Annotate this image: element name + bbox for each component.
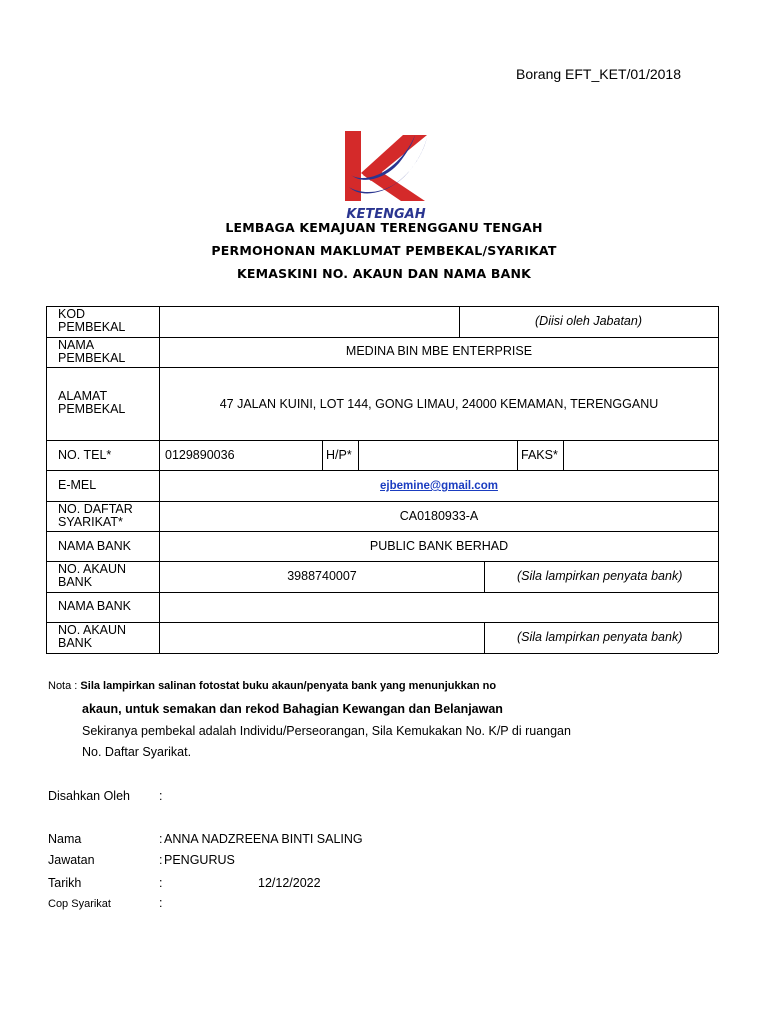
emel-label: E-MEL	[58, 478, 97, 492]
jawatan-colon: :	[159, 853, 163, 867]
nama-bank-1-field[interactable]: PUBLIC BANK BERHAD	[369, 539, 509, 553]
no-akaun-2-label-line1: NO. AKAUN	[58, 623, 127, 637]
disahkan-colon: :	[159, 789, 163, 803]
nama-field[interactable]: ANNA NADZREENA BINTI SALING	[164, 832, 363, 846]
faks-label: FAKS*	[521, 448, 558, 462]
no-akaun-2-note: (Sila lampirkan penyata bank)	[517, 630, 683, 644]
kod-pembekal-label	[58, 308, 125, 334]
no-akaun-2-label-line2: BANK	[58, 636, 93, 650]
nama-pembekal-label-line1: NAMA	[58, 338, 95, 352]
no-akaun-1-label-line2: BANK	[58, 575, 93, 589]
emel-link[interactable]: ejbemine@gmail.com	[380, 480, 498, 492]
nama-bank-1-label: NAMA BANK	[58, 539, 131, 553]
kod-pembekal-label-line1: KOD	[58, 307, 86, 321]
form-reference: Borang EFT_KET/01/2018	[516, 66, 681, 82]
document-subtitle: KEMASKINI NO. AKAUN DAN NAMA BANK	[236, 266, 532, 281]
hp-label: H/P*	[326, 448, 352, 462]
alamat-pembekal-field[interactable]: 47 JALAN KUINI, LOT 144, GONG LIMAU, 24000 KEMAMAN, TERENGGANU	[219, 397, 659, 411]
nama-pembekal-label	[58, 339, 125, 365]
disahkan-label: Disahkan Oleh	[48, 789, 130, 803]
nama-label: Nama	[48, 832, 82, 846]
nama-colon: :	[159, 832, 163, 846]
logo-red-vertical	[345, 131, 361, 201]
no-akaun-1-label-line1: NO. AKAUN	[58, 562, 127, 576]
no-tel-field[interactable]: 0129890036	[165, 448, 235, 462]
note-text-1: Sila lampirkan salinan fotostat buku akaun/penyata bank yang menunjukkan no	[80, 680, 497, 692]
note-line-2: akaun, untuk semakan dan rekod Bahagian Kewangan dan Belanjawan	[82, 702, 503, 716]
cop-syarikat-label: Cop Syarikat	[48, 898, 111, 910]
document-title: PERMOHONAN MAKLUMAT PEMBEKAL/SYARIKAT	[211, 243, 557, 258]
no-akaun-2-label	[58, 624, 126, 650]
no-daftar-label	[58, 503, 133, 529]
emel-field[interactable]	[160, 478, 718, 493]
no-daftar-field[interactable]: CA0180933-A	[399, 509, 479, 523]
tarikh-label: Tarikh	[48, 876, 82, 890]
nama-pembekal-field[interactable]: MEDINA BIN MBE ENTERPRISE	[345, 344, 533, 358]
note-line-3: Sekiranya pembekal adalah Individu/Perseorangan, Sila Kemukakan No. K/P di ruangan	[82, 724, 571, 738]
ketengah-logo	[341, 129, 431, 221]
org-name: LEMBAGA KEMAJUAN TERENGGANU TENGAH	[225, 220, 543, 235]
alamat-pembekal-label	[58, 390, 125, 416]
no-tel-label: NO. TEL*	[58, 448, 112, 462]
no-akaun-1-field[interactable]: 3988740007	[287, 569, 357, 583]
no-akaun-1-label	[58, 563, 126, 589]
jawatan-label: Jawatan	[48, 853, 95, 867]
logo-red-lower-arm	[363, 169, 425, 201]
cop-syarikat-colon: :	[159, 896, 163, 910]
kod-pembekal-note: (Diisi oleh Jabatan)	[535, 314, 642, 328]
no-akaun-1-note: (Sila lampirkan penyata bank)	[517, 569, 683, 583]
alamat-pembekal-label-line1: ALAMAT	[58, 389, 108, 403]
no-daftar-label-line1: NO. DAFTAR	[58, 502, 133, 516]
alamat-pembekal-label-line2: PEMBEKAL	[58, 402, 126, 416]
note-line-1	[48, 680, 496, 692]
nama-bank-2-label: NAMA BANK	[58, 599, 131, 613]
logo-text: KETENGAH	[346, 207, 426, 221]
tarikh-field[interactable]: 12/12/2022	[258, 876, 321, 890]
kod-pembekal-label-line2: PEMBEKAL	[58, 320, 126, 334]
tarikh-colon: :	[159, 876, 163, 890]
note-prefix: Nota :	[48, 680, 78, 692]
note-line-4: No. Daftar Syarikat.	[82, 745, 192, 759]
no-daftar-label-line2: SYARIKAT*	[58, 515, 123, 529]
nama-pembekal-label-line2: PEMBEKAL	[58, 351, 126, 365]
jawatan-field[interactable]: PENGURUS	[164, 853, 235, 867]
